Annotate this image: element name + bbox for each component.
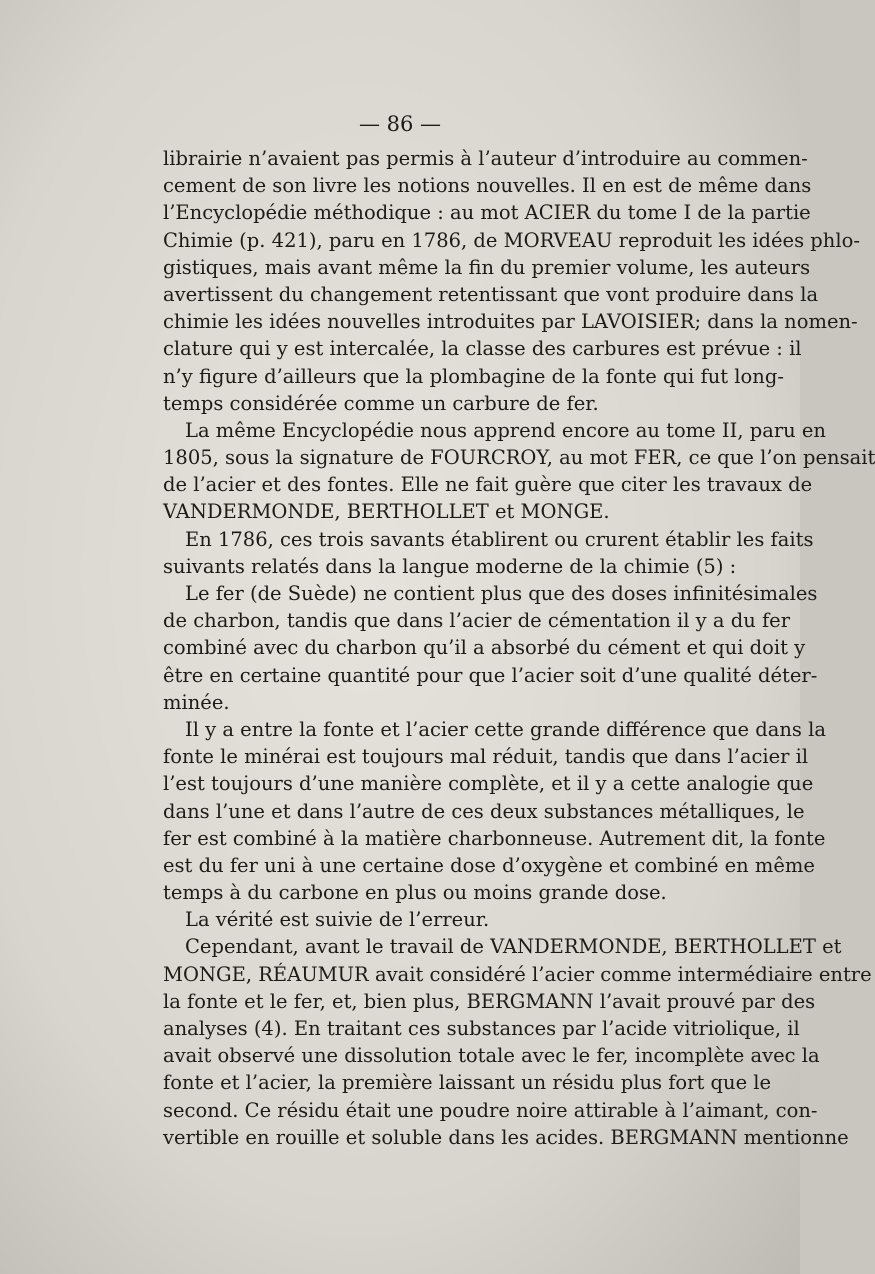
text-line: fonte et l’acier, la première laissant un résidu plus fort que le	[163, 1071, 772, 1095]
text-line: 1805, sous la signature de FOURCROY, au mot FER, ce que l’on pensait	[163, 446, 875, 470]
text-line: La même Encyclopédie nous apprend encore au tome II, paru en	[185, 418, 826, 442]
text-line: temps considérée comme un carbure de fer.	[163, 391, 599, 415]
text-line: Il y a entre la fonte et l’acier cette grande différence que dans la	[185, 717, 826, 741]
text-line: librairie n’avaient pas permis à l’auteur d’introduire au commen-	[163, 147, 808, 170]
text-line: vertible en rouille et soluble dans les acides. BERGMANN mentionne	[163, 1125, 849, 1149]
text-line: de charbon, tandis que dans l’acier de cémentation il y a du fer	[163, 609, 791, 633]
text-line: Cependant, avant le travail de VANDERMONDE, BERTHOLLET et	[185, 935, 842, 959]
text-line: La vérité est suivie de l’erreur.	[185, 908, 490, 932]
text-line: temps à du carbone en plus ou moins grande dose.	[163, 881, 667, 905]
text-line: cement de son livre les notions nouvelles. Il en est de même dans	[163, 174, 812, 198]
text-line: n’y figure d’ailleurs que la plombagine de la fonte qui fut long-	[163, 364, 784, 388]
text-line: fonte le minérai est toujours mal réduit, tandis que dans l’acier il	[163, 745, 809, 769]
text-line: chimie les idées nouvelles introduites par LAVOISIER; dans la nomen-	[163, 310, 858, 334]
text-line: MONGE, RÉAUMUR avait considéré l’acier comme intermédiaire entre	[163, 962, 872, 986]
text-line: gistiques, mais avant même la fin du premier volume, les auteurs	[163, 255, 811, 279]
text-line: analyses (4). En traitant ces substances par l’acide vitriolique, il	[163, 1017, 800, 1040]
text-line: être en certaine quantité pour que l’acier soit d’une qualité déter-	[163, 663, 818, 687]
text-line: l’est toujours d’une manière complète, et il y a cette analogie que	[163, 772, 814, 796]
text-line: dans l’une et dans l’autre de ces deux substances métalliques, le	[163, 799, 805, 823]
text-line: fer est combiné à la matière charbonneuse. Autrement dit, la fonte	[163, 826, 826, 850]
text-line: minée.	[163, 690, 230, 714]
text-line: En 1786, ces trois savants établirent ou crurent établir les faits	[185, 527, 814, 551]
text-line: la fonte et le fer, et, bien plus, BERGMANN l’avait prouvé par des	[163, 989, 816, 1013]
page-number: — 86 —	[358, 112, 442, 136]
text-line: suivants relatés dans la langue moderne de la chimie (5) :	[163, 554, 737, 578]
text-line: Le fer (de Suède) ne contient plus que des doses infinitésimales	[185, 582, 818, 605]
text-line: combiné avec du charbon qu’il a absorbé du cément et qui doit y	[163, 636, 806, 660]
text-line: clature qui y est intercalée, la classe des carbures est prévue : il	[163, 337, 802, 361]
text-line: avait observé une dissolution totale avec le fer, incomplète avec la	[163, 1044, 820, 1068]
text-line: est du fer uni à une certaine dose d’oxygène et combiné en même	[163, 853, 815, 877]
text-line: Chimie (p. 421), paru en 1786, de MORVEAU reproduit les idées phlo-	[163, 228, 860, 252]
text-line: de l’acier et des fontes. Elle ne fait guère que citer les travaux de	[163, 473, 813, 497]
text-line: avertissent du changement retentissant que vont produire dans la	[163, 282, 819, 306]
text-line: second. Ce résidu était une poudre noire attirable à l’aimant, con-	[163, 1098, 818, 1122]
text-line: l’Encyclopédie méthodique : au mot ACIER du tome I de la partie	[163, 201, 811, 225]
body-text	[163, 145, 875, 1151]
text-line: VANDERMONDE, BERTHOLLET et MONGE.	[163, 500, 610, 524]
